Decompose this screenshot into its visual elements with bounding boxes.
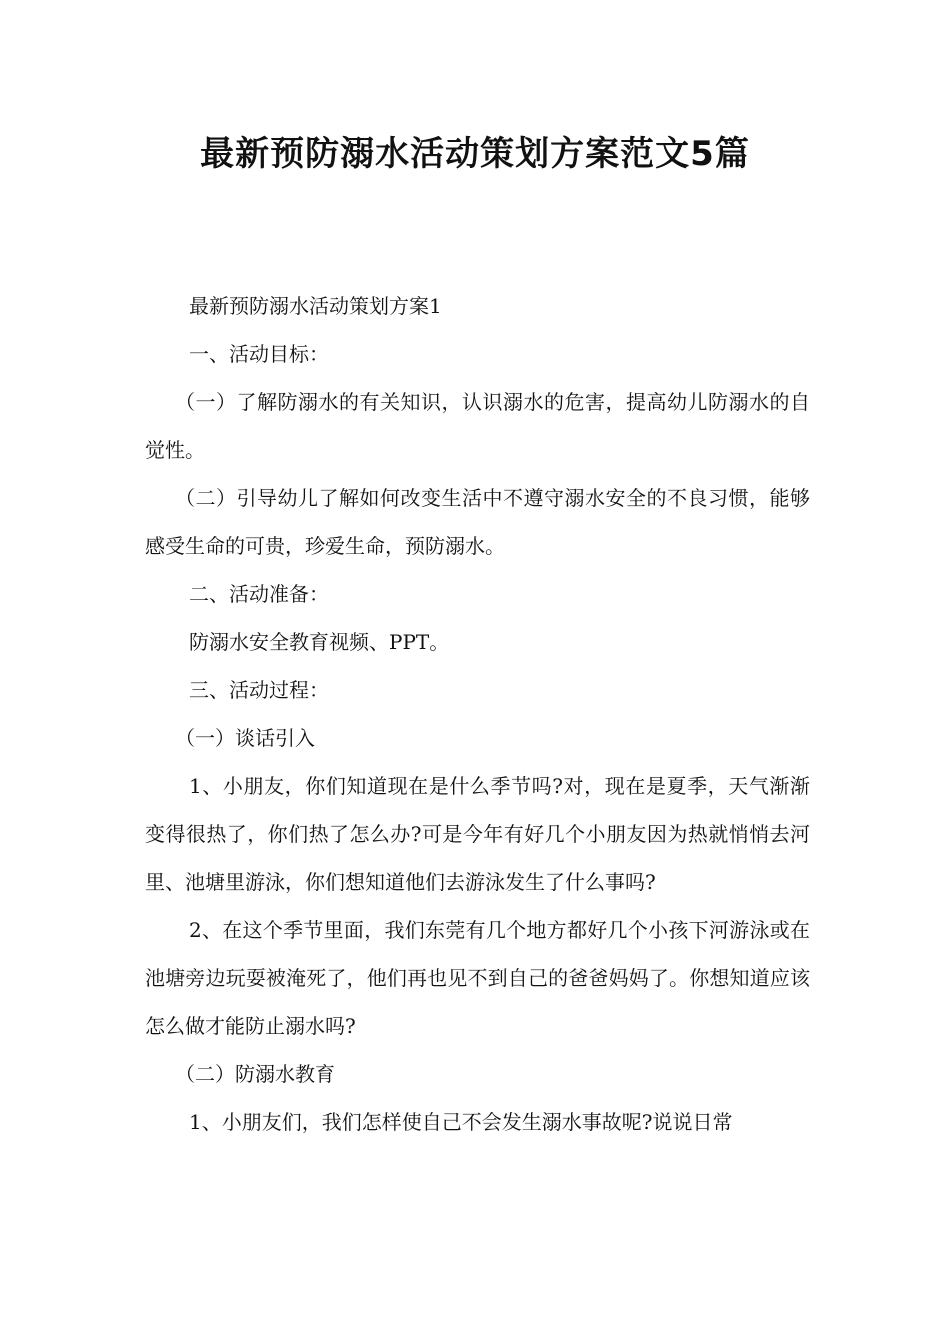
paragraph-goal-2: （二）引导幼儿了解如何改变生活中不遵守溺水安全的不良习惯，能够感受生命的可贵，珍爱生命，预防溺水。 <box>145 486 810 558</box>
section-heading-activity-preparation: 二、活动准备： <box>189 582 329 606</box>
paragraph-process-1: 1、小朋友，你们知道现在是什么季节吗?对，现在是夏季，天气渐渐变得很热了，你们热了怎么办?可是今年有好几个小朋友因为热就悄悄去河里、池塘里游泳，你们想知道他们去游泳发生了什么事吗? <box>145 774 810 894</box>
section-heading-activity-process: 三、活动过程： <box>189 678 329 702</box>
document-body <box>145 282 810 1146</box>
document-title: 最新预防溺水活动策划方案范文5篇 <box>200 134 750 174</box>
paragraph-preparation: 防溺水安全教育视频、PPT。 <box>189 630 450 654</box>
paragraph-goal-1: （一）了解防溺水的有关知识，认识溺水的危害，提高幼儿防溺水的自觉性。 <box>145 390 810 462</box>
section-heading-plan-1: 最新预防溺水活动策划方案1 <box>189 294 442 318</box>
paragraph-process-2: 2、在这个季节里面，我们东莞有几个地方都好几个小孩下河游泳或在池塘旁边玩耍被淹死了，他们再也见不到自己的爸爸妈妈了。你想知道应该怎么做才能防止溺水吗? <box>145 918 810 1038</box>
section-heading-activity-goals: 一、活动目标： <box>189 342 329 366</box>
subsection-heading-drowning-education: （二）防溺水教育 <box>175 1062 335 1086</box>
paragraph-education-1: 1、小朋友们，我们怎样使自己不会发生溺水事故呢?说说日常 <box>189 1110 733 1134</box>
subsection-heading-intro-talk: （一）谈话引入 <box>175 726 315 750</box>
